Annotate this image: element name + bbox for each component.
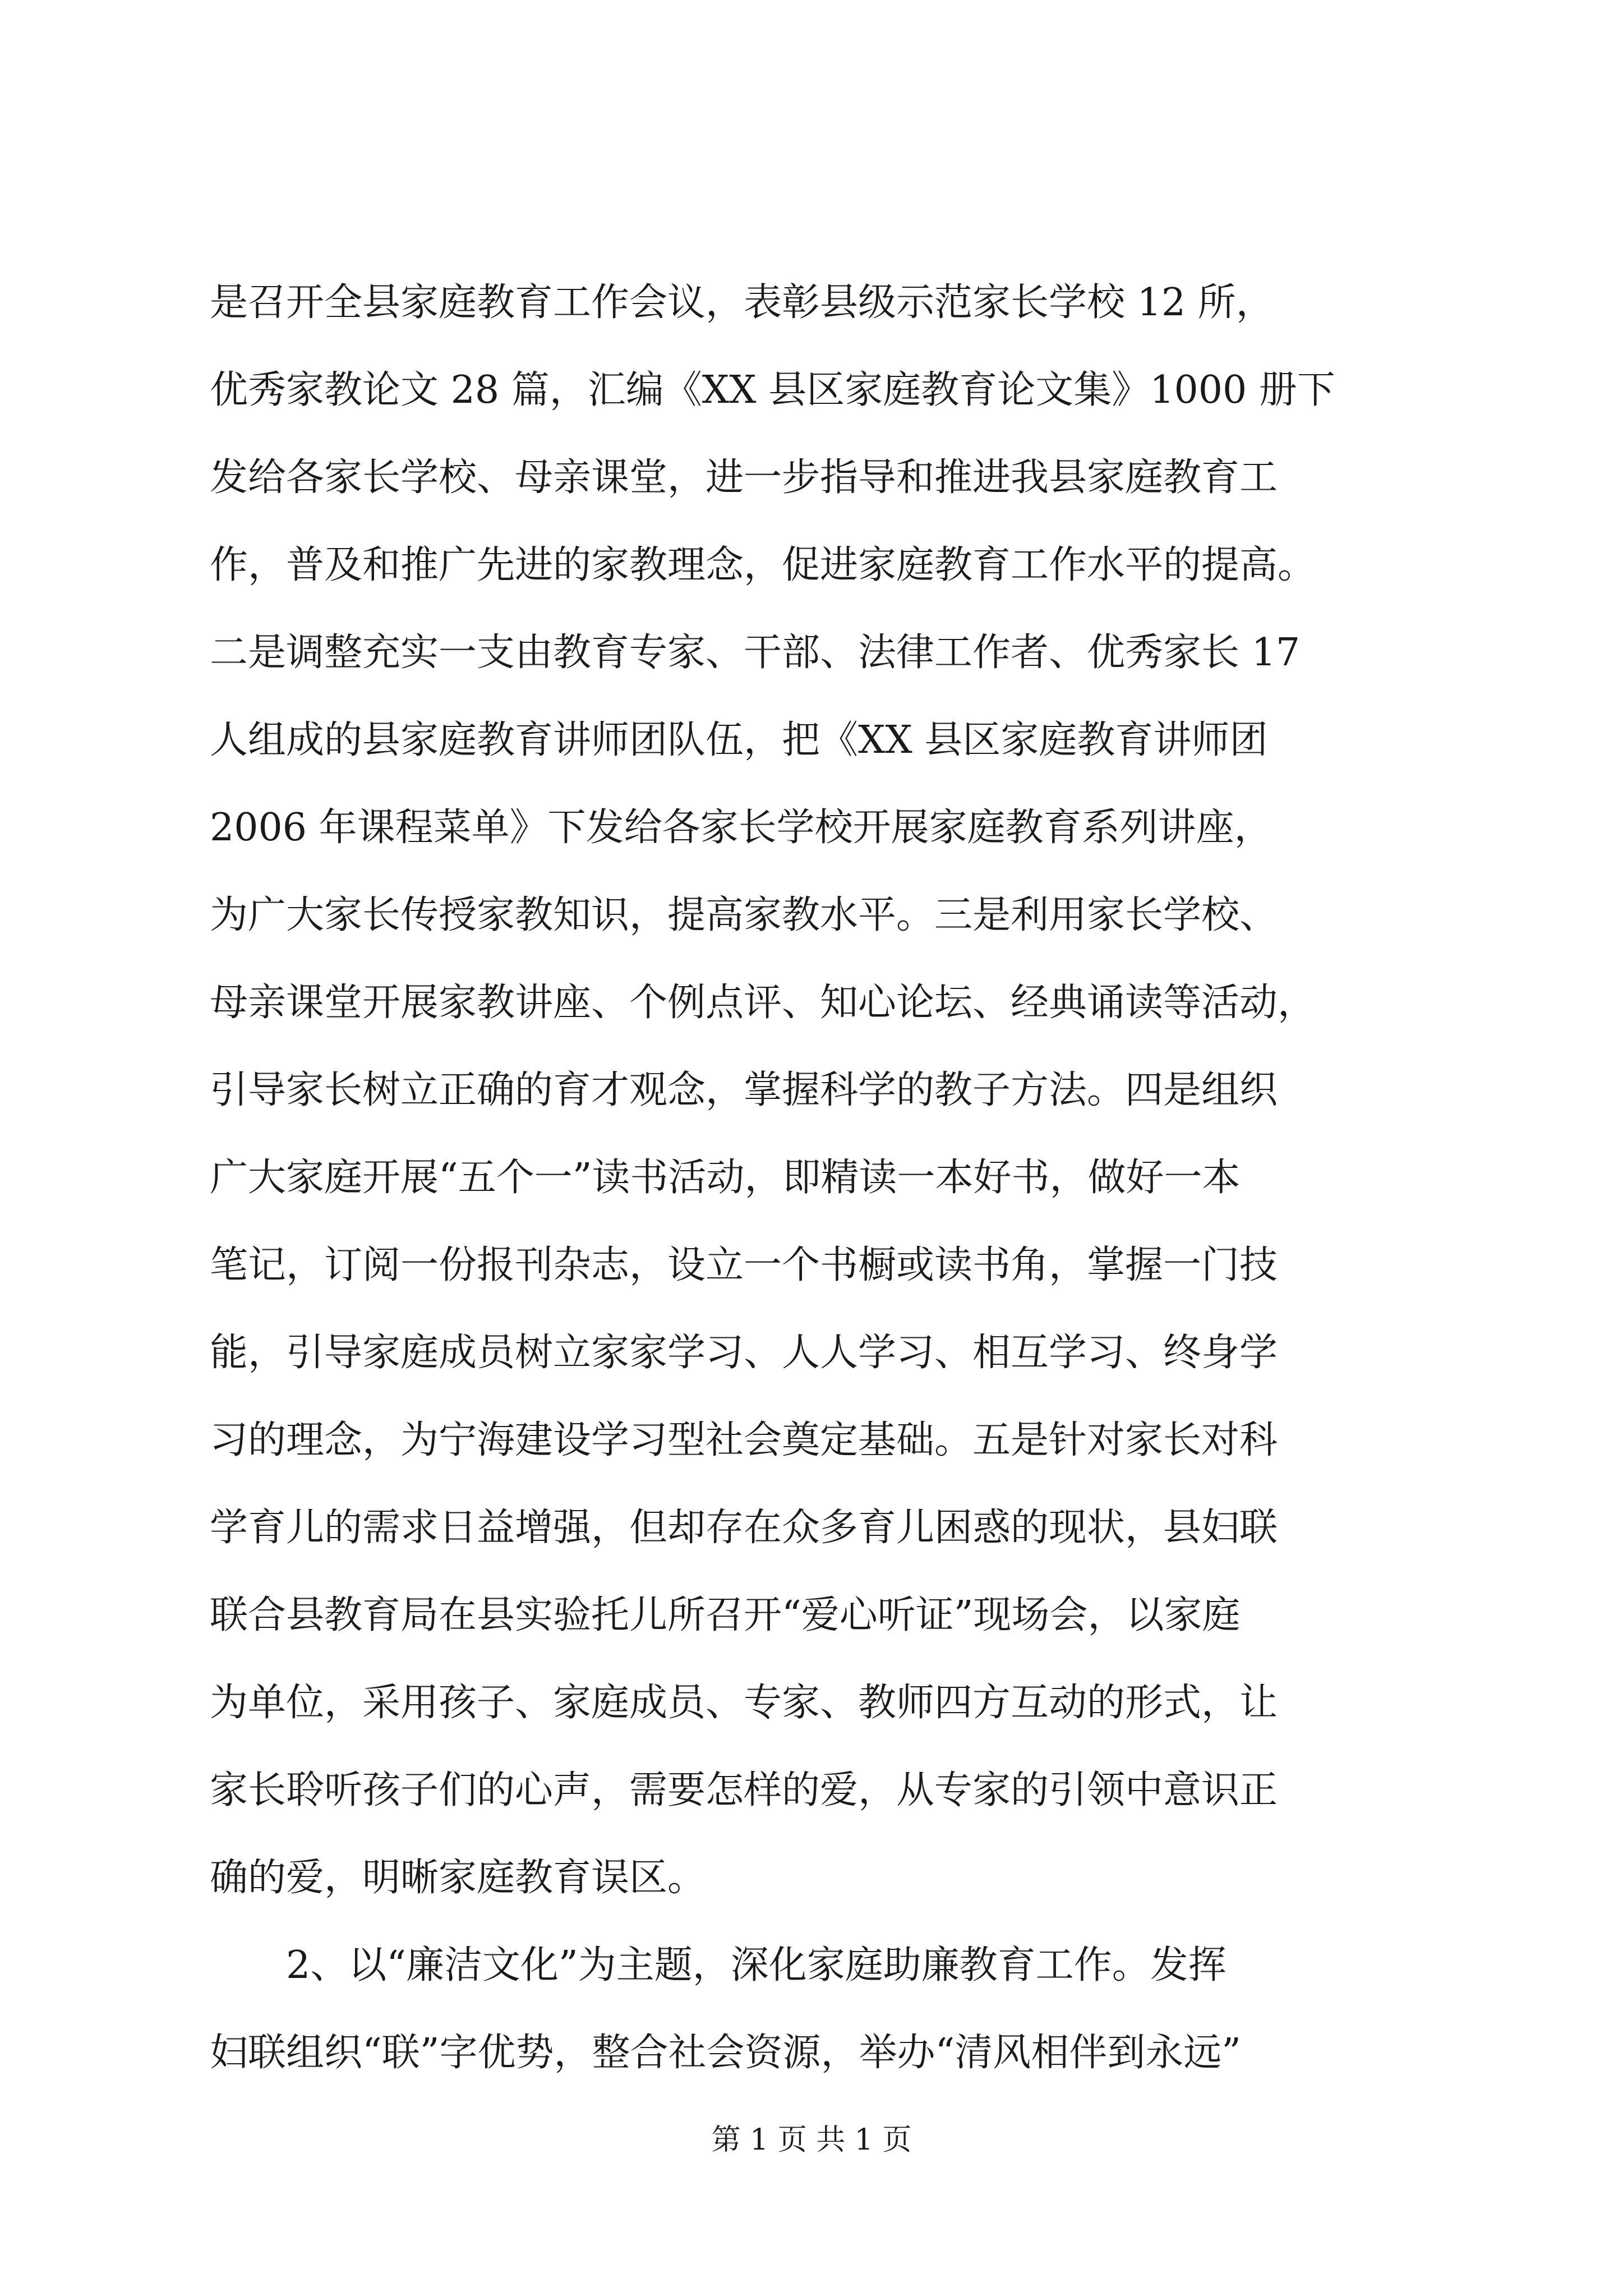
text-line: 为广大家长传授家教知识，提高家教水平。三是利用家长学校、: [210, 893, 1278, 937]
text-line: 能，引导家庭成员树立家家学习、人人学习、相互学习、终身学: [210, 1331, 1278, 1375]
text-line: 笔记，订阅一份报刊杂志，设立一个书橱或读书角，掌握一门技: [210, 1243, 1278, 1287]
text-line: 二是调整充实一支由教育专家、干部、法律工作者、优秀家长 17: [210, 631, 1301, 675]
text-line: 作，普及和推广先进的家教理念，促进家庭教育工作水平的提高。: [210, 543, 1316, 587]
text-line: 习的理念，为宁海建设学习型社会奠定基础。五是针对家长对科: [210, 1418, 1278, 1462]
text-line: 母亲课堂开展家教讲座、个例点评、知心论坛、经典诵读等活动，: [210, 981, 1316, 1025]
text-line: 确的爱，明晰家庭教育误区。: [210, 1856, 706, 1900]
text-line: 广大家庭开展“五个一”读书活动，即精读一本好书，做好一本: [210, 1156, 1241, 1200]
text-line: 发给各家长学校、母亲课堂，进一步指导和推进我县家庭教育工: [210, 455, 1278, 500]
text-line: 家长聆听孩子们的心声，需要怎样的爱，从专家的引领中意识正: [210, 1768, 1278, 1812]
text-line: 为单位，采用孩子、家庭成员、专家、教师四方互动的形式，让: [210, 1681, 1278, 1725]
paragraph-first-line: 2、以“廉洁文化”为主题，深化家庭助廉教育工作。发挥: [286, 1943, 1227, 1987]
text-line: 人组成的县家庭教育讲师团队伍，把《XX 县区家庭教育讲师团: [210, 718, 1268, 762]
text-line: 是召开全县家庭教育工作会议，表彰县级示范家长学校 12 所，: [210, 280, 1274, 325]
text-line: 2006 年课程菜单》下发给各家长学校开展家庭教育系列讲座，: [210, 806, 1272, 850]
text-line: 妇联组织“联”字优势，整合社会资源，举办“清风相伴到永远”: [210, 2031, 1242, 2075]
text-line: 联合县教育局在县实验托儿所召开“爱心听证”现场会，以家庭: [210, 1593, 1241, 1637]
text-line: 优秀家教论文 28 篇，汇编《XX 县区家庭教育论文集》1000 册下: [210, 368, 1335, 412]
page-footer: 第 1 页 共 1 页: [711, 2123, 912, 2157]
text-line: 引导家长树立正确的育才观念，掌握科学的教子方法。四是组织: [210, 1068, 1278, 1112]
text-line: 学育儿的需求日益增强，但却存在众多育儿困惑的现状，县妇联: [210, 1506, 1278, 1550]
